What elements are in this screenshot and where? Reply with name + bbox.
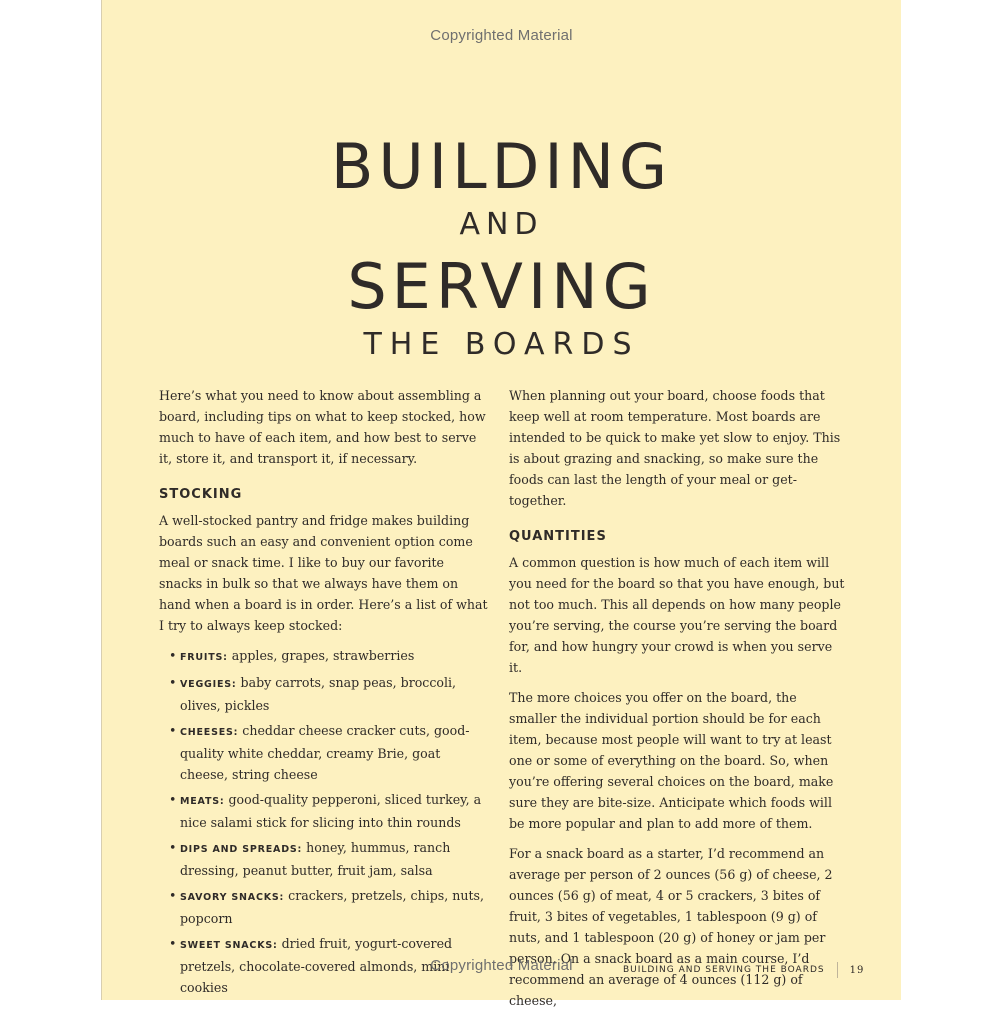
title-line-the-boards: THE BOARDS	[363, 327, 640, 362]
list-item: • CHEESES: cheddar cheese cracker cuts, good-quality white cheddar, creamy Brie, goat cheese, string cheese	[169, 723, 470, 782]
list-item: • MEATS: good-quality pepperoni, sliced turkey, a nice salami stick for slicing into thin rounds	[169, 792, 482, 830]
stocking-heading: STOCKING	[159, 487, 243, 502]
title-line-and: AND	[459, 207, 544, 242]
quantities-paragraph-1: A common question is how much of each item will you need for the board so that you have enough, but not too much. This all depends on how many people you’re serving, the course you’re serving the board for, and how hungry your crowd is when you serve it.	[509, 555, 845, 675]
list-item: • VEGGIES: baby carrots, snap peas, broccoli, olives, pickles	[169, 675, 457, 713]
list-item: • DIPS AND SPREADS: honey, hummus, ranch dressing, peanut butter, fruit jam, salsa	[169, 840, 451, 878]
list-item: • SAVORY SNACKS: crackers, pretzels, chips, nuts, popcorn	[169, 888, 485, 926]
quantities-paragraph-2: The more choices you offer on the board, the smaller the individual portion should be for each item, because most people will want to try at least one or some of everything on the board. So, when you’re offering several choices on the board, make sure they are bite-size. Anticipate which foods will be more popular and plan to add more of them.	[509, 690, 834, 831]
stocking-list	[159, 645, 491, 998]
title-line-serving: SERVING	[347, 250, 656, 323]
page-number: 19	[849, 964, 865, 976]
footer-divider	[837, 962, 838, 978]
quantities-paragraph-3: For a snack board as a starter, I’d recommend an average per person of 2 ounces (56 g) of cheese, 2 ounces (56 g) of meat, 4 or 5 crackers, 3 bites of fruit, 3 bites of vegetables, 1 tablespoon (9 g) of nuts, and 1 tablespoon (20 g) of honey or jam per person. On a snack board as a main course, I’d recommend an average of 4 ounces (112 g) of cheese,	[509, 846, 833, 1008]
page-footer	[623, 962, 864, 978]
copyright-watermark-bottom: Copyrighted Material	[430, 957, 573, 974]
stocking-paragraph: A well-stocked pantry and fridge makes building boards such an easy and convenient option come meal or snack time. I like to buy our favorite snacks in bulk so that we always have them on hand when a board is in order. Here’s a list of what I try to always keep stocked:	[159, 513, 488, 633]
planning-paragraph: When planning out your board, choose foods that keep well at room temperature. Most boards are intended to be quick to make yet slow to enjoy. This is about grazing and snacking, so make sure the foods can last the length of your meal or get-together.	[509, 388, 841, 508]
left-column	[159, 385, 491, 1002]
right-column	[509, 385, 847, 1020]
book-page	[101, 0, 901, 1008]
title-line-building: BUILDING	[330, 130, 673, 203]
list-item: • FRUITS: apples, grapes, strawberries	[169, 648, 415, 663]
copyright-watermark-top: Copyrighted Material	[430, 27, 573, 44]
list-item: • SWEET SNACKS: dried fruit, yogurt-covered pretzels, chocolate-covered almonds, mini cookies	[169, 936, 453, 995]
quantities-heading: QUANTITIES	[509, 529, 607, 544]
intro-paragraph: Here’s what you need to know about assembling a board, including tips on what to keep stocked, how much to have of each item, and how best to serve it, store it, and transport it, if necessary.	[159, 388, 486, 466]
running-head: BUILDING AND SERVING THE BOARDS	[623, 965, 825, 975]
